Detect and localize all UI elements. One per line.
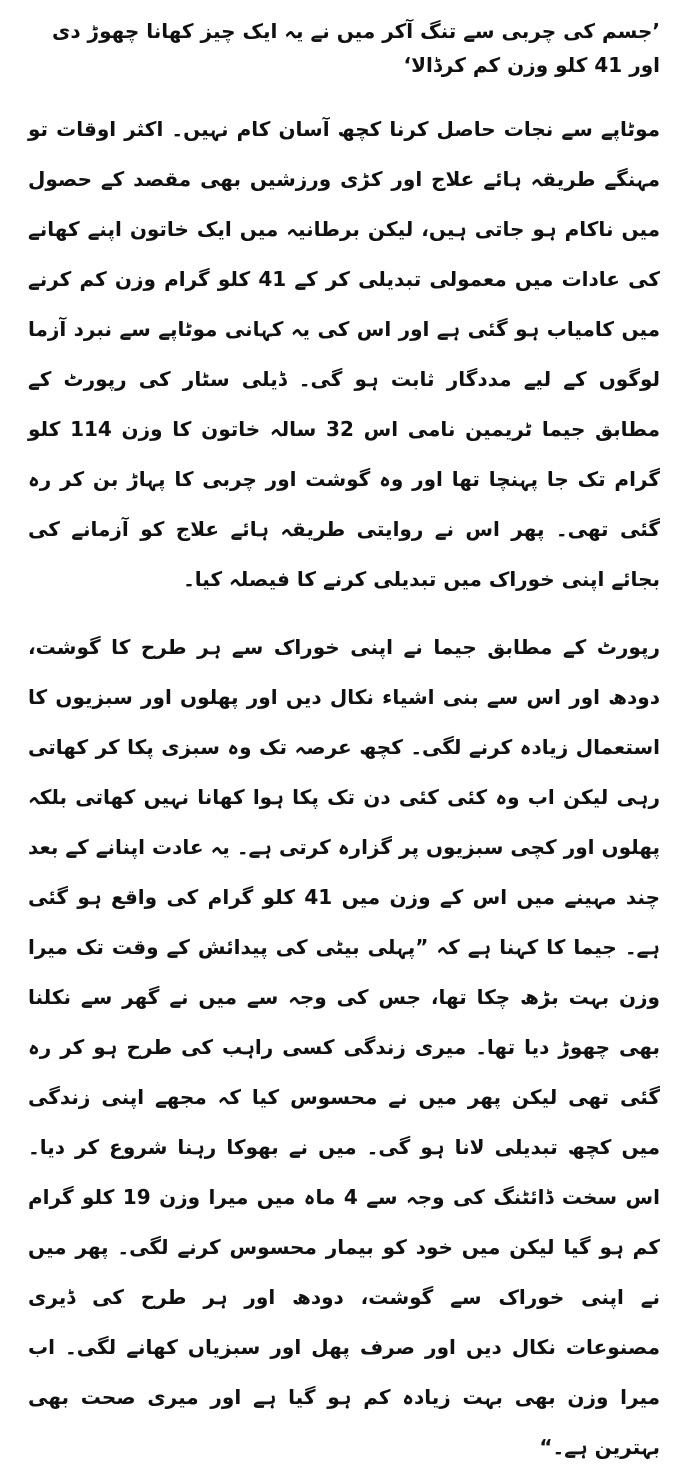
article-headline: ’جسم کی چربی سے تنگ آکر میں نے یہ ایک چیز کھانا چھوڑ دی اور 41 کلو وزن کم کرڈالا‘ bbox=[52, 19, 660, 77]
article-paragraph-2: رپورٹ کے مطابق جیما نے اپنی خوراک سے ہر طرح کا گوشت، دودھ اور اس سے بنی اشیاء نکال دیں اور پھلوں اور سبزیوں کا استعمال زیادہ کرنے لگی۔ کچھ عرصہ تک وہ سبزی پکا کر کھاتی رہی لیکن اب وہ کئی کئی دن تک پکا ہوا کھانا نہیں کھاتی بلکہ پھلوں اور کچی سبزیوں پر گزارہ کرتی ہے۔ یہ عادت اپنانے کے بعد چند مہینے میں اس کے وزن میں 41 کلو گرام کی واقع ہو گئی ہے۔ جیما کا کہنا ہے کہ ”پہلی بیٹی کی پیدائش کے وقت تک میرا وزن بہت بڑھ چکا تھا، جس کی وجہ سے میں نے گھر سے نکلنا بھی چھوڑ دیا تھا۔ میری زندگی کسی راہب کی طرح ہو کر رہ گئی تھی لیکن پھر میں نے محسوس کیا کہ مجھے اپنی زندگی میں کچھ تبدیلی لانا ہو گی۔ میں نے بھوکا رہنا شروع کر دیا۔ اس سخت ڈائٹنگ کی وجہ سے 4 ماہ میں میرا وزن 19 کلو گرام کم ہو گیا لیکن میں خود کو بیمار محسوس کرنے لگی۔ پھر میں نے اپنی خوراک سے گوشت، دودھ اور ہر طرح کی ڈیری مصنوعات نکال دیں اور صرف پھل اور سبزیاں کھانے لگی۔ اب میرا وزن بھی بہت زیادہ کم ہو گیا ہے اور میری صحت بھی بہترین ہے۔“ bbox=[28, 635, 660, 1459]
article-paragraph-1: موٹاپے سے نجات حاصل کرنا کچھ آسان کام نہیں۔ اکثر اوقات تو مہنگے طریقہ ہائے علاج اور کڑی ورزشیں بھی مقصد کے حصول میں ناکام ہو جاتی ہیں، لیکن برطانیہ میں ایک خاتون اپنے کھانے کی عادات میں معمولی تبدیلی کر کے 41 کلو گرام وزن کم کرنے میں کامیاب ہو گئی ہے اور اس کی یہ کہانی موٹاپے سے نبرد آزما لوگوں کے لیے مددگار ثابت ہو گی۔ ڈیلی سٹار کی رپورٹ کے مطابق جیما ٹریمین نامی اس 32 سالہ خاتون کا وزن 114 کلو گرام تک جا پہنچا تھا اور وہ گوشت اور چربی کا پہاڑ بن کر رہ گئی تھی۔ پھر اس نے روایتی طریقہ ہائے علاج کو آزمانے کی بجائے اپنی خوراک میں تبدیلی کرنے کا فیصلہ کیا۔ bbox=[28, 117, 661, 591]
